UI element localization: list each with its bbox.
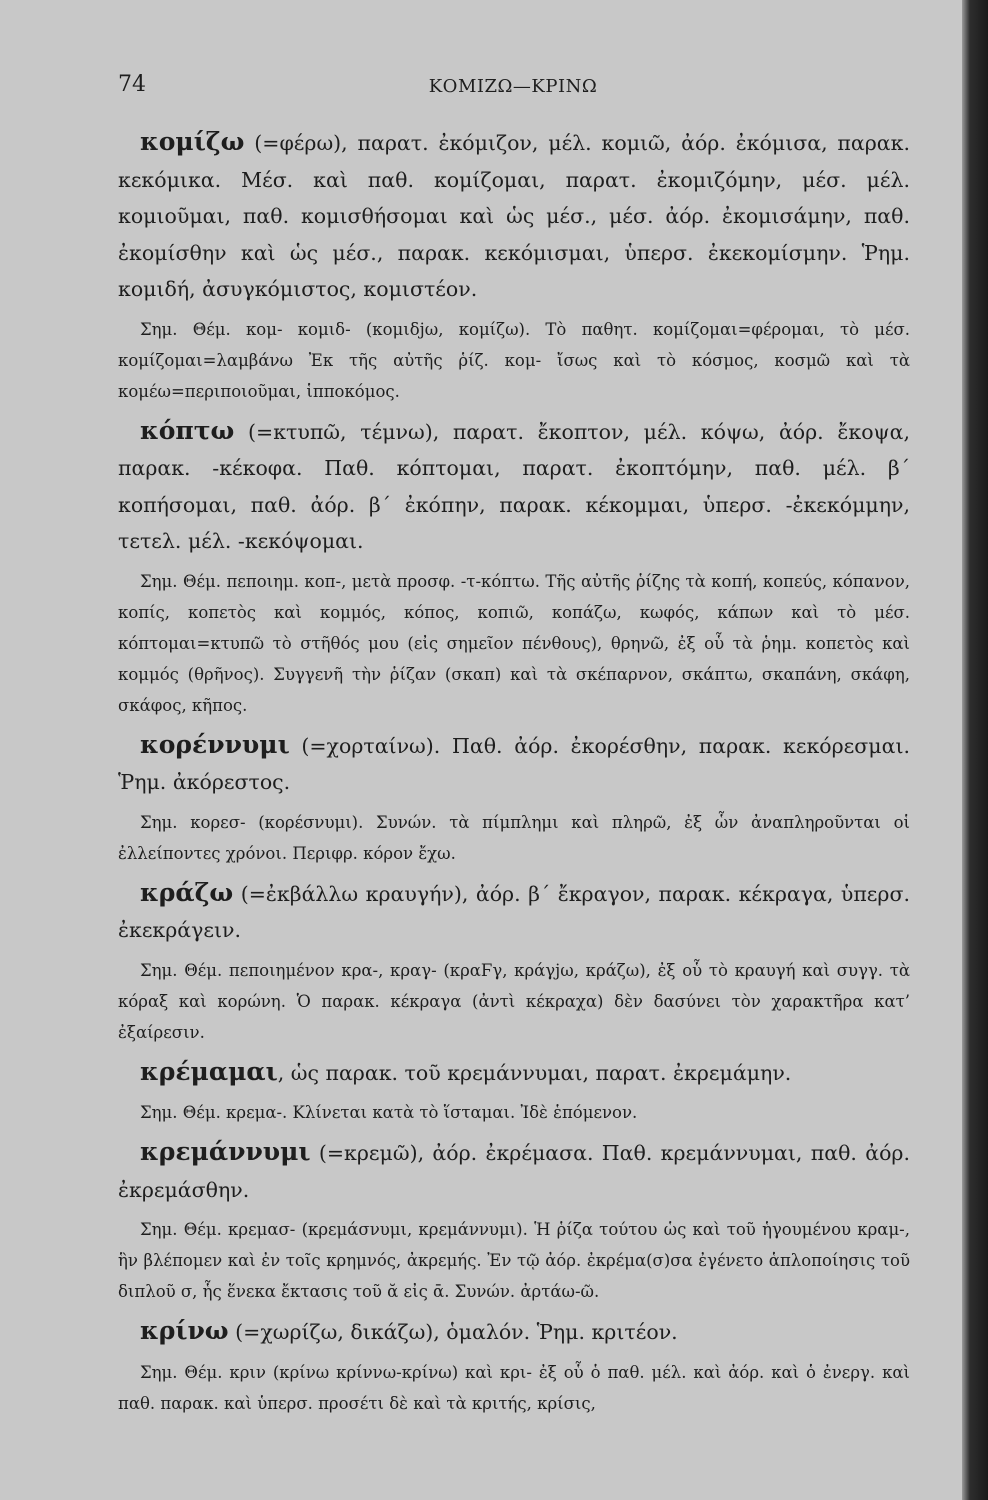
entry-text: (=κτυπῶ, τέμνω), παρατ. ἔκοπτον, μέλ. κόψω, ἀόρ. ἔκοψα, παρακ. -κέκοφα. Παθ. κόπτομαι, παρατ. ἐκοπτόμην, παθ. μέλ. β΄ κοπήσομαι, παθ. ἀόρ. β΄ ἐκόπην, παρακ. κέκομμαι, ὑπερσ. -ἐκεκόμμην, τετελ. μέλ. -κεκόψομαι. [118,419,910,553]
entry [118,1054,910,1092]
entry-note: Σημ. Θέμ. πεποιημένον κρα-, κραγ- (κραϜγ, κράγjω, κράζω), ἐξ οὗ τὸ κραυγή καὶ συγγ. τὰ κόραξ καὶ κορώνη. Ὁ παρακ. κέκραγα (ἀντὶ κέκραχα) δὲν δασύνει τὸν χαρακτῆρα κατ’ ἐξαίρεσιν. [118,960,910,1042]
entry-note: Σημ. Θέμ. κρεμασ- (κρεμάσνυμι, κρεμάννυμι). Ἡ ῥίζα τούτου ὡς καὶ τοῦ ἡγουμένου κραμ-, ἣν βλέπομεν καὶ ἐν τοῖς κρημνός, ἀκρεμής. Ἐν τῷ ἀόρ. ἐκρέμα(σ)σα ἐγένετο ἁπλοποίησις τοῦ διπλοῦ σ, ἧς ἕνεκα ἔκτασις τοῦ ᾰ εἰς ᾱ. Συνών. ἀρτάω-ῶ. [118,1220,910,1301]
headword: κόπτω [140,415,235,445]
headword: κρίνω [140,1316,229,1345]
entry-text: (=κρεμῶ), ἀόρ. ἐκρέμασα. Παθ. κρεμάννυμαι, παθ. ἀόρ. ἐκρεμάσθην. [118,1141,910,1202]
entry [118,413,910,560]
page-header [118,72,908,106]
entry-text: (=χορταίνω). Παθ. ἀόρ. ἐκορέσθην, παρακ. κεκόρεσμαι. Ῥημ. ἀκόρεστος. [118,733,910,794]
dictionary-body [118,124,910,1425]
entry [118,1313,910,1351]
entry-note: Σημ. Θέμ. κομ- κομιδ- (κομιδjω, κομίζω). Τὸ παθητ. κομίζομαι=φέρομαι, τὸ μέσ. κομίζομαι=λαμβάνω Ἐκ τῆς αὐτῆς ῥίζ. κομ- ἴσως καὶ τὸ κόσμος, κοσμῶ καὶ τὰ κομέω=περιποιοῦμαι, ἱπποκόμος. [118,319,910,401]
headword: κομίζω [140,127,245,156]
entry-note: Σημ. Θέμ. κρεμα-. Κλίνεται κατὰ τὸ ἵσταμαι. Ἰδὲ ἑπόμενον. [140,1103,638,1122]
headword: κρέμαμαι [140,1056,278,1086]
headword: κράζω [140,877,234,907]
headword: κορέννυμι [140,729,290,759]
entry [118,727,910,801]
entry-text: , ὡς παρακ. τοῦ κρεμάννυμαι, παρατ. ἐκρεμάμην. [277,1060,792,1085]
entry-text: (=ἐκβάλλω κραυγήν), ἀόρ. β΄ ἔκραγον, παρακ. κέκραγα, ὑπερσ. ἐκεκράγειν. [118,881,910,942]
entry [118,875,910,949]
headword: κρεμάννυμι [140,1137,311,1166]
page-edge-shadow [962,0,988,1500]
page-number: 74 [118,72,146,97]
entry-note: Σημ. Θέμ. κριν (κρίνω κρίννω-κρίνω) καὶ κρι- ἐξ οὗ ὁ παθ. μέλ. καὶ ἀόρ. καὶ ὁ ἐνεργ. καὶ παθ. παρακ. καὶ ὑπερσ. προσέτι δὲ καὶ τὰ κριτής, κρίσις, [118,1362,910,1413]
entry-text: (=φέρω), παρατ. ἐκόμιζον, μέλ. κομιῶ, ἀόρ. ἐκόμισα, παρακ. κεκόμικα. Μέσ. καὶ παθ. κομίζομαι, παρατ. ἐκομιζόμην, μέσ. μέλ. κομιοῦμαι, παθ. κομισθήσομαι καὶ ὡς μέσ., μέσ. ἀόρ. ἐκομισάμην, παθ. ἐκομίσθην καὶ ὡς μέσ., παρακ. κεκόμισμαι, ὑπερσ. ἐκεκομίσμην. Ῥημ. κομιδή, ἀσυγκόμιστος, κομιστέον. [118,131,910,301]
running-head: ΚΟΜΙΖΩ—ΚΡΙΝΩ [428,76,598,97]
entry [118,124,910,308]
entry-text: (=χωρίζω, δικάζω), ὁμαλόν. Ῥημ. κριτέον. [235,1320,678,1344]
entry [118,1134,910,1208]
entry-note: Σημ. Θέμ. πεποιημ. κοπ-, μετὰ προσφ. -τ-κόπτω. Τῆς αὐτῆς ῥίζης τὰ κοπή, κοπεύς, κόπανον, κοπίς, κοπετὸς καὶ κομμός, κόπος, κοπιῶ, κοπάζω, κωφός, κάπων καὶ τὸ μέσ. κόπτομαι=κτυπῶ τὸ στῆθός μου (εἰς σημεῖον πένθους), θρηνῶ, ἐξ οὗ τὰ ῥημ. κοπετὸς καὶ κομμός (θρῆνος). Συγγενῆ τὴν ῥίζαν (σκαπ) καὶ τὰ σκέπαρνον, σκάπτω, σκαπάνη, σκάφη, σκάφος, κῆπος. [118,571,910,715]
entry-note: Σημ. κορεσ- (κορέσνυμι). Συνών. τὰ πίμπλημι καὶ πληρῶ, ἐξ ὧν ἀναπληροῦνται οἱ ἐλλείποντες χρόνοι. Περιφρ. κόρον ἔχω. [118,812,910,863]
